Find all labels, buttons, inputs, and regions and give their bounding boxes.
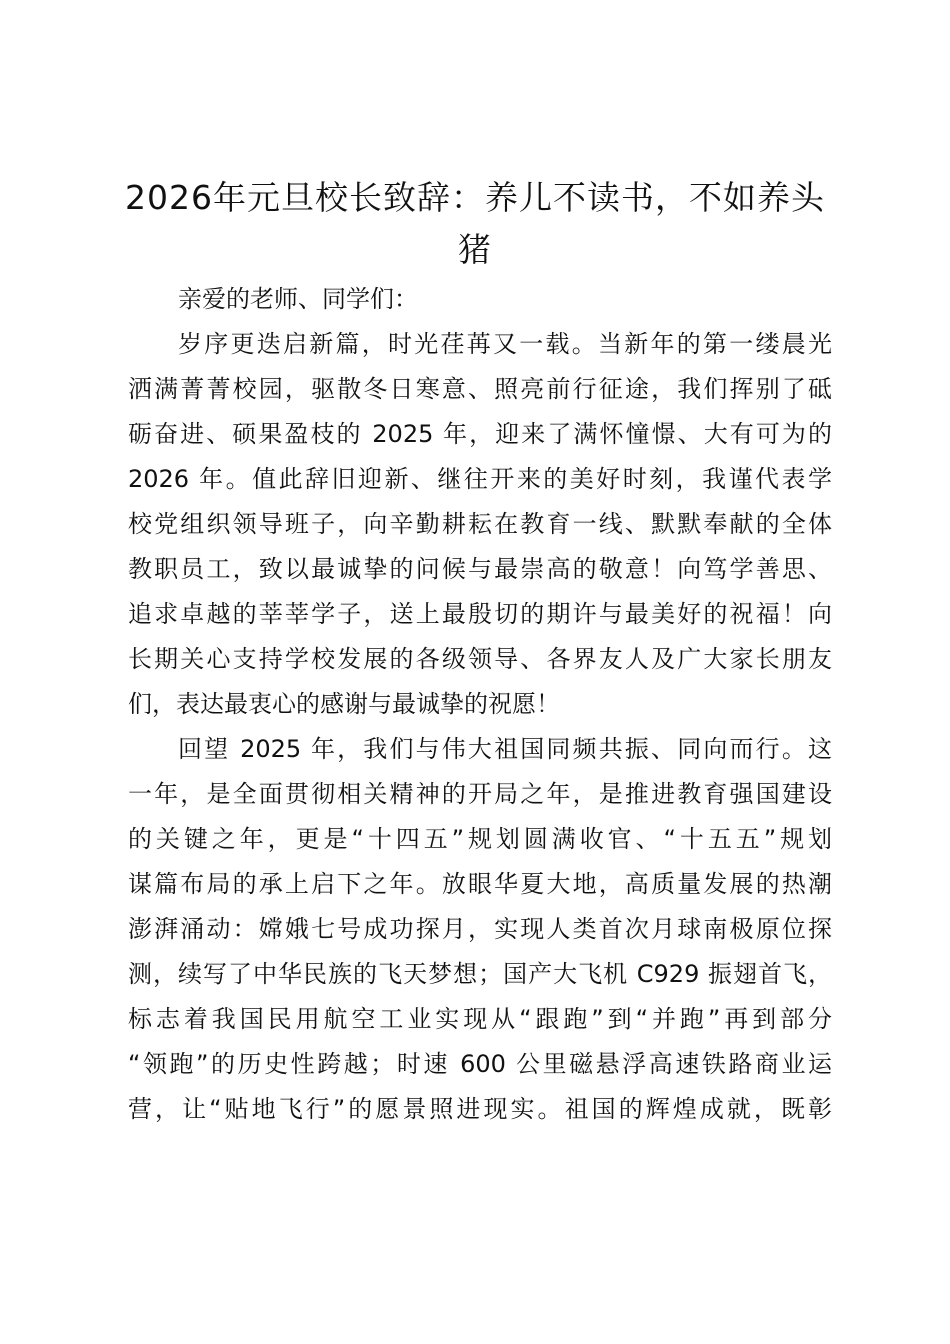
paragraph-1-line-1: 岁序更迭启新篇，时光荏苒又一载。当新年的第一缕晨光	[178, 330, 832, 358]
paragraph-2-line-9: 营，让“贴地飞行”的愿景照进现实。祖国的辉煌成就，既彰	[128, 1095, 832, 1123]
paragraph-2-line-7: 标志着我国民用航空工业实现从“跟跑”到“并跑”再到部分	[128, 1005, 832, 1033]
paragraph-2-line-6: 测，续写了中华民族的飞天梦想；国产大飞机 C929 振翅首飞，	[128, 960, 832, 988]
document-title: 2026年元旦校长致辞：养儿不读书，不如养头猪	[125, 178, 825, 269]
paragraph-1-line-5: 校党组织领导班子，向辛勤耕耘在教育一线、默默奉献的全体	[128, 510, 832, 538]
document-body	[128, 277, 832, 1132]
paragraph-1-line-4: 2026 年。值此辞旧迎新、继往开来的美好时刻，我谨代表学	[128, 465, 832, 493]
paragraph-1-line-7: 追求卓越的莘莘学子，送上最殷切的期许与最美好的祝福！向	[128, 600, 832, 628]
paragraph-1-line-2: 洒满菁菁校园，驱散冬日寒意、照亮前行征途，我们挥别了砥	[128, 375, 832, 403]
paragraph-2-line-1: 回望 2025 年，我们与伟大祖国同频共振、同向而行。这	[178, 735, 832, 763]
paragraph-1-line-8: 长期关心支持学校发展的各级领导、各界友人及广大家长朋友	[128, 645, 832, 673]
paragraph-1-line-3: 砺奋进、硕果盈枝的 2025 年，迎来了满怀憧憬、大有可为的	[128, 420, 832, 448]
paragraph-2-line-8: “领跑”的历史性跨越；时速 600 公里磁悬浮高速铁路商业运	[128, 1050, 832, 1078]
paragraph-2-line-4: 谋篇布局的承上启下之年。放眼华夏大地，高质量发展的热潮	[128, 870, 832, 898]
paragraph-2-line-2: 一年，是全面贯彻相关精神的开局之年，是推进教育强国建设	[128, 780, 832, 808]
paragraph-1-line-9: 们，表达最衷心的感谢与最诚挚的祝愿！	[128, 690, 560, 718]
paragraph-2-line-3: 的关键之年，更是“十四五”规划圆满收官、“十五五”规划	[128, 825, 832, 853]
paragraph-1-line-6: 教职员工，致以最诚挚的问候与最崇高的敬意！向笃学善思、	[128, 555, 832, 583]
paragraph-2-line-5: 澎湃涌动：嫦娥七号成功探月，实现人类首次月球南极原位探	[128, 915, 832, 943]
salutation-line: 亲爱的老师、同学们：	[178, 285, 418, 313]
